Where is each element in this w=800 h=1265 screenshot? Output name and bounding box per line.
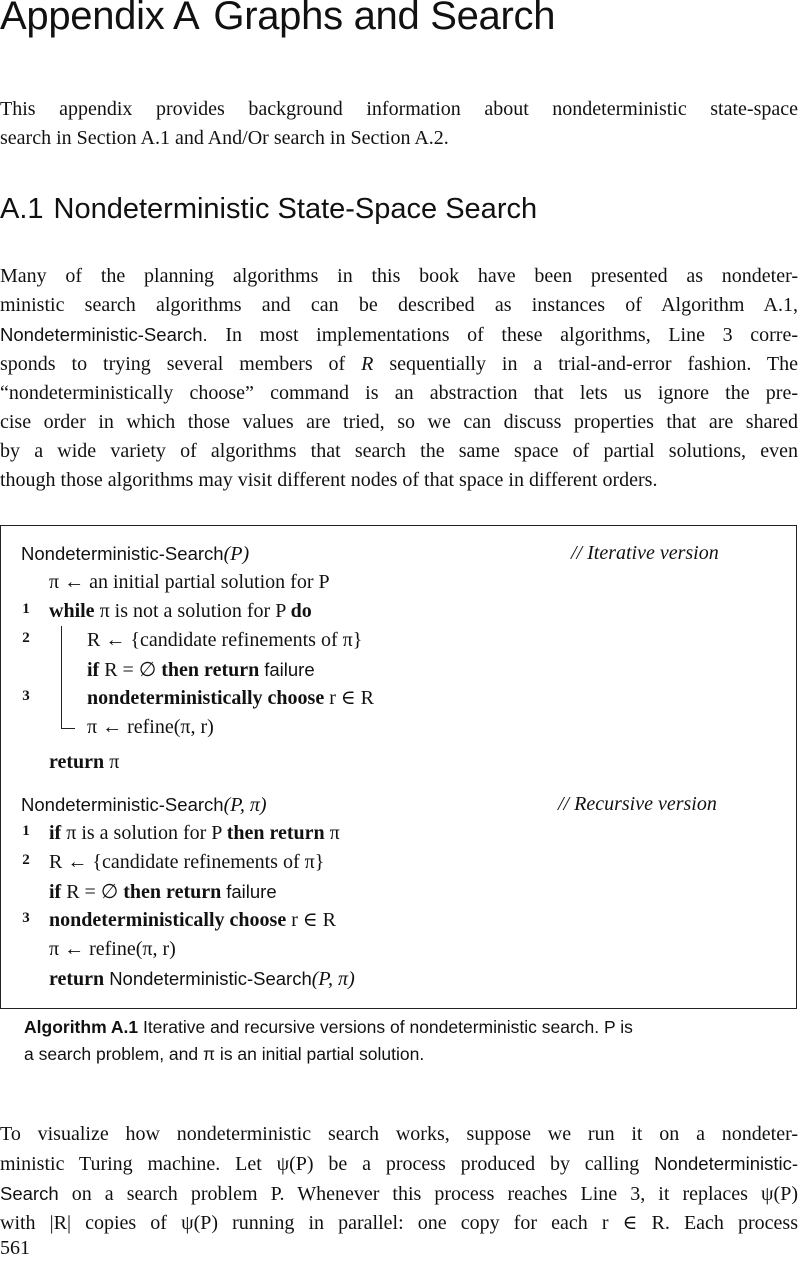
chapter-label: Appendix A [0, 0, 200, 38]
chapter-name: Graphs and Search [213, 0, 556, 38]
algo-line-while: while π is not a solution for P do [49, 600, 312, 622]
tail-paragraph [0, 1120, 798, 1238]
body-line: by a wide variety of algorithms that search the same space of partial solutions, even [0, 440, 798, 462]
recursive-comment: // Recursive version [558, 793, 717, 815]
body-line: Many of the planning algorithms in this book have been presented as nondeter- [0, 265, 798, 287]
recursive-header: Nondeterministic-Search(P, π) [21, 794, 267, 816]
algorithm-name: Nondeterministic-Search. [0, 324, 208, 345]
caption-text: Iterative and recursive versions of nondeterministic search. P is [142, 1017, 633, 1037]
intro-paragraph [0, 95, 798, 153]
math-symbol: R [361, 353, 374, 375]
algorithm-box [0, 525, 797, 1009]
loop-bracket-line [61, 626, 62, 728]
line-number: 1 [22, 823, 30, 839]
body-line: ministic Turing machine. Let ψ(P) be a process produced by calling Nondeterministic- [0, 1153, 798, 1175]
line-number: 1 [22, 601, 30, 617]
algo-line-refinements: R ← {candidate refinements of π} [49, 851, 325, 873]
algo-line-if-empty: if R = ∅ then return failure [87, 659, 315, 681]
algo-line-solution-check: if π is a solution for P then return π [49, 822, 340, 844]
loop-bracket-foot [61, 728, 75, 729]
procedure-name: Nondeterministic-Search [21, 543, 224, 564]
iterative-header: Nondeterministic-Search(P) [21, 543, 250, 565]
section-heading [0, 193, 537, 226]
algo-line-choose: nondeterministically choose r ∈ R [49, 909, 337, 931]
body-line: ministic search algorithms and can be described as instances of Algorithm A.1, [0, 294, 798, 316]
body-line: Nondeterministic-Search. In most implementations of these algorithms, Line 3 corre- [0, 324, 798, 346]
body-line: Search on a search problem P. Whenever this process reaches Line 3, it replaces ψ(P) [0, 1183, 798, 1205]
chapter-title [0, 0, 555, 39]
section-title: Nondeterministic State-Space Search [53, 193, 538, 225]
body-line: with |R| copies of ψ(P) running in parallel: one copy for each r ∈ R. Each process [0, 1212, 798, 1234]
page-number: 561 [0, 1237, 30, 1259]
iterative-comment: // Iterative version [571, 542, 719, 564]
algo-line-choose: nondeterministically choose r ∈ R [87, 687, 375, 709]
algo-line-refine: π ← refine(π, r) [87, 716, 214, 738]
algo-line-return: return π [49, 751, 120, 773]
section-number: A.1 [0, 193, 44, 225]
body-paragraph [0, 262, 798, 495]
algo-line-refinements: R ← {candidate refinements of π} [87, 629, 363, 651]
body-line: To visualize how nondeterministic search works, suppose we run it on a nondeter- [0, 1123, 798, 1145]
line-number: 2 [22, 852, 30, 868]
algo-line-if-empty: if R = ∅ then return failure [49, 881, 277, 903]
caption-label: Algorithm A.1 [24, 1017, 139, 1037]
intro-line: This appendix provides background information about nondeterministic state-space [0, 98, 798, 120]
algo-line-recursive-return: return Nondeterministic-Search(P, π) [49, 968, 355, 990]
intro-line: search in Section A.1 and And/Or search in Section A.2. [0, 127, 449, 149]
body-line: cise order in which those values are tried, so we can discuss properties that are shared [0, 411, 798, 433]
body-line: though those algorithms may visit different nodes of that space in different orders. [0, 469, 658, 491]
algorithm-caption [24, 1014, 764, 1068]
caption-text: a search problem, and π is an initial partial solution. [24, 1044, 425, 1064]
line-number: 3 [22, 910, 30, 926]
body-line: “nondeterministically choose” command is an abstraction that lets us ignore the pre- [0, 382, 798, 404]
body-line: sponds to trying several members of R sequentially in a trial-and-error fashion. The [0, 353, 799, 375]
line-number: 2 [22, 630, 30, 646]
algo-line-refine: π ← refine(π, r) [49, 938, 176, 960]
algo-line-init: π ← an initial partial solution for P [49, 571, 330, 593]
procedure-name: Nondeterministic-Search [21, 794, 224, 815]
line-number: 3 [22, 688, 30, 704]
